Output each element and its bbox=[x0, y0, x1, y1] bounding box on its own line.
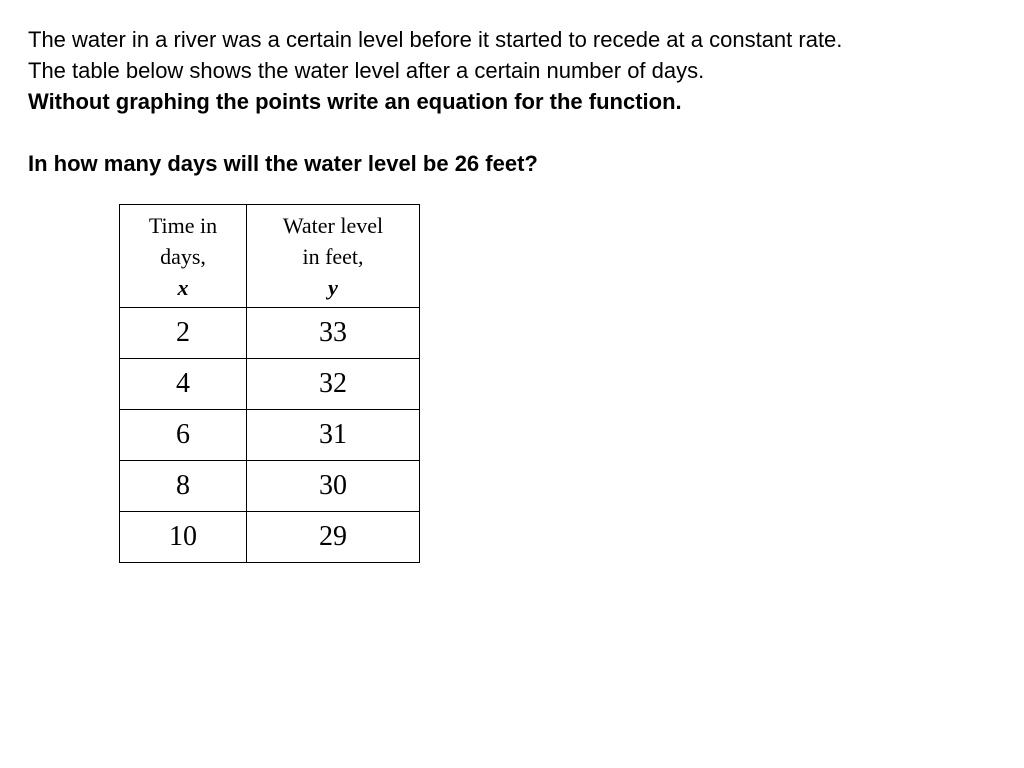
header-time-line2: days, bbox=[160, 243, 206, 269]
data-table bbox=[119, 204, 420, 563]
cell-x: 6 bbox=[120, 410, 247, 461]
header-time-var: x bbox=[177, 274, 189, 300]
table-row bbox=[120, 512, 420, 563]
cell-x: 2 bbox=[120, 308, 247, 359]
cell-x: 10 bbox=[120, 512, 247, 563]
cell-y: 30 bbox=[247, 461, 420, 512]
table-row bbox=[120, 359, 420, 410]
cell-y: 32 bbox=[247, 359, 420, 410]
table-row bbox=[120, 461, 420, 512]
header-water-var: y bbox=[328, 274, 338, 300]
header-water-line1: Water level bbox=[282, 212, 384, 238]
header-time bbox=[120, 205, 247, 308]
cell-x: 8 bbox=[120, 461, 247, 512]
instruction-text: Without graphing the points write an equation for the function. bbox=[28, 89, 682, 114]
cell-y: 33 bbox=[247, 308, 420, 359]
header-water-line2: in feet, bbox=[302, 243, 364, 269]
question-text: In how many days will the water level be 26 feet? bbox=[28, 151, 538, 176]
spacer bbox=[28, 117, 842, 148]
problem-line-1: The water in a river was a certain level before it started to recede at a constant rate. bbox=[28, 27, 843, 52]
problem-text bbox=[28, 24, 842, 179]
problem-line-2: The table below shows the water level after a certain number of days. bbox=[28, 58, 705, 83]
header-time-line1: Time in bbox=[148, 212, 218, 238]
cell-y: 31 bbox=[247, 410, 420, 461]
table-header-row bbox=[120, 205, 420, 308]
cell-y: 29 bbox=[247, 512, 420, 563]
table-row bbox=[120, 410, 420, 461]
cell-x: 4 bbox=[120, 359, 247, 410]
header-water-level bbox=[247, 205, 420, 308]
table-row bbox=[120, 308, 420, 359]
